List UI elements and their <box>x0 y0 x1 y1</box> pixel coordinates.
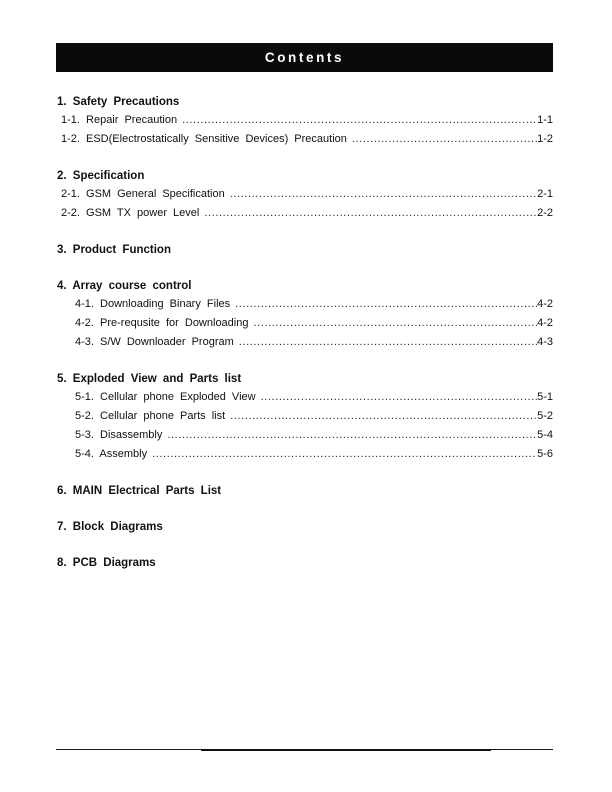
entry-page-number: 5-2 <box>537 410 553 422</box>
entry-label: 2-2. GSM TX power Level <box>61 207 200 219</box>
toc-section-1 <box>57 93 553 149</box>
entry-label: 5-2. Cellular phone Parts list <box>75 410 226 422</box>
toc-section-3 <box>57 241 553 259</box>
table-of-contents <box>57 93 553 590</box>
toc-entry[interactable] <box>57 204 553 223</box>
dot-leader <box>235 295 537 314</box>
footer-rule-accent <box>201 749 491 751</box>
entry-page-number: 2-2 <box>537 207 553 219</box>
entry-label: 1-1. Repair Precaution <box>61 114 178 126</box>
entry-page-number: 5-6 <box>537 448 553 460</box>
toc-entry[interactable] <box>57 445 553 464</box>
toc-section-4 <box>57 277 553 352</box>
section-title[interactable]: 7. Block Diagrams <box>57 521 163 533</box>
toc-section-8 <box>57 554 553 572</box>
entry-page-number: 4-2 <box>537 317 553 329</box>
toc-entry[interactable] <box>57 426 553 445</box>
dot-leader <box>152 445 537 464</box>
dot-leader <box>261 388 538 407</box>
toc-entry[interactable] <box>57 407 553 426</box>
section-title[interactable]: 8. PCB Diagrams <box>57 557 156 569</box>
section-title[interactable]: 6. MAIN Electrical Parts List <box>57 485 222 497</box>
toc-section-2 <box>57 167 553 223</box>
entry-page-number: 5-1 <box>537 391 553 403</box>
toc-entry[interactable] <box>57 185 553 204</box>
entry-page-number: 4-3 <box>537 336 553 348</box>
toc-section-6 <box>57 482 553 500</box>
dot-leader <box>352 130 537 149</box>
footer-rule <box>56 749 553 750</box>
toc-entry[interactable] <box>57 314 553 333</box>
entry-page-number: 1-1 <box>537 114 553 126</box>
dot-leader <box>167 426 537 445</box>
entry-label: 5-4. Assembly <box>75 448 148 460</box>
entry-label: 5-3. Disassembly <box>75 429 163 441</box>
dot-leader <box>230 407 537 426</box>
toc-section-5 <box>57 370 553 464</box>
entry-page-number: 1-2 <box>537 133 553 145</box>
entry-page-number: 2-1 <box>537 188 553 200</box>
entry-label: 1-2. ESD(Electrostatically Sensitive Devices) Precaution <box>61 133 347 145</box>
section-title[interactable]: 5. Exploded View and Parts list <box>57 373 242 385</box>
toc-entry[interactable] <box>57 130 553 149</box>
dot-leader <box>182 111 537 130</box>
contents-header-bar <box>56 43 553 72</box>
toc-section-7 <box>57 518 553 536</box>
dot-leader <box>204 204 537 223</box>
entry-page-number: 4-2 <box>537 298 553 310</box>
section-title[interactable]: 1. Safety Precautions <box>57 96 180 108</box>
entry-label: 4-2. Pre-requsite for Downloading <box>75 317 249 329</box>
dot-leader <box>230 185 537 204</box>
toc-entry[interactable] <box>57 388 553 407</box>
section-title[interactable]: 3. Product Function <box>57 244 171 256</box>
entry-label: 4-3. S/W Downloader Program <box>75 336 234 348</box>
toc-entry[interactable] <box>57 333 553 352</box>
contents-title: Contents <box>264 50 345 65</box>
dot-leader <box>253 314 537 333</box>
toc-entry[interactable] <box>57 295 553 314</box>
entry-label: 2-1. GSM General Specification <box>61 188 225 200</box>
section-title[interactable]: 4. Array course control <box>57 280 192 292</box>
entry-label: 4-1. Downloading Binary Files <box>75 298 231 310</box>
entry-page-number: 5-4 <box>537 429 553 441</box>
toc-entry[interactable] <box>57 111 553 130</box>
section-title[interactable]: 2. Specification <box>57 170 145 182</box>
entry-label: 5-1. Cellular phone Exploded View <box>75 391 256 403</box>
dot-leader <box>239 333 537 352</box>
